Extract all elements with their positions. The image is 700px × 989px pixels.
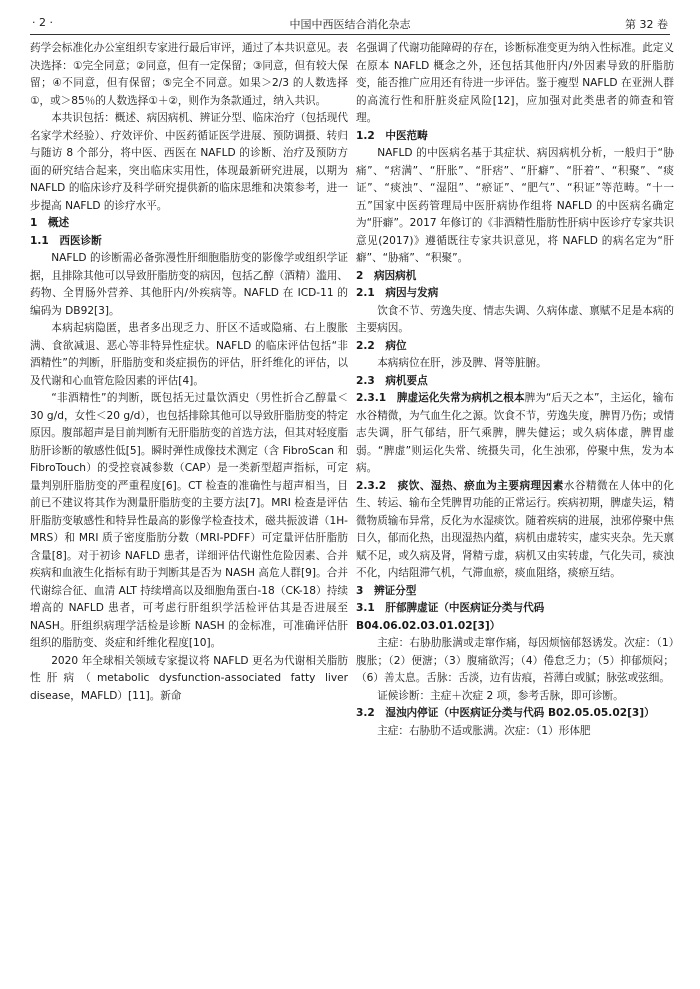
section-heading: 3 辨证分型 bbox=[356, 584, 417, 597]
page-header bbox=[30, 14, 670, 35]
paragraph-text: 脾为“后天之本”，主运化，输布水谷精微，为气血生化之源。饮食不节，劳逸失度，脾胃乃伤；或情志失调，肝气郁结，肝气乘脾，脾失健运；或久病体虚，脾胃虚弱。“脾虚”则运化失常、统摄失司，化生浊邪，停聚中焦，发为本病。 bbox=[356, 392, 674, 474]
section-heading: 2 病因病机 bbox=[356, 269, 417, 282]
paragraph: “非酒精性”的判断，既包括无过量饮酒史（男性折合乙醇量＜30 g/d，女性＜20 g/d），也包括排除其他可以导致肝脂肪变的特定原因。腹部超声是目前判断有无肝脂肪变的首选方法，但其对轻度脂肪肝诊断的敏感性低[5]。瞬时弹性成像技术测定（含 FibroScan 和 FibroTouch）的受控衰减参数（CAP）是一类新型超声指标，可定量判别肝脂肪变的严重程度[6]。CT 检查的准确性与超声相当，目前已不建议将其作为测量肝脂肪变的主要方法[7]。MRI 检查是评估肝脂肪变敏感性和特异性最高的影像学检查技术，磁共振波谱（1H-MRS）和 MRI 质子密度脂肪分数（MRI-PDFF）可定量评估肝脂肪含量[8]。对于初诊 NAFLD 患者，详细评估代谢性危险因素、合并疾病和血液生化指标有助于判断其是否为 NASH 高危人群[9]。合并代谢综合征、血清 ALT 持续增高以及细胞角蛋白-18（CK-18）持续增高的 NAFLD 患者，可考虑行肝组织学活检评估其是否进展至 NASH。肝组织病理学活检是诊断 NASH 的金标准，可准确评估肝组织的脂肪变、炎症和纤维化程度[10]。 bbox=[30, 392, 348, 649]
paragraph: 主症：右胁肋不适或胀满。次症：（1）形体肥 bbox=[377, 724, 591, 737]
subsection-heading: 3.2 湿浊内停证（中医病证分类与代码 B02.05.05.02[3]） bbox=[356, 707, 655, 719]
paragraph: NAFLD 的诊断需必备弥漫性肝细胞脂肪变的影像学或组织学证据，且排除其他可以导致肝脂肪变的病因，包括乙醇（酒精）滥用、药物、全胃肠外营养、其他肝内/外疾病等。NAFLD 在 ICD-11 的编码为 DB92[3]。 bbox=[30, 252, 348, 317]
journal-title: 中国中西医结合消化杂志 bbox=[289, 18, 411, 31]
right-column bbox=[356, 40, 674, 980]
paragraph: 证候诊断：主症＋次症 2 项，参考舌脉，即可诊断。 bbox=[377, 689, 624, 702]
paragraph: 主症：右胁肋胀满或走窜作痛，每因烦恼郁怒诱发。次症：（1）腹胀；（2）便溏；（3）腹痛欲泻；（4）倦怠乏力；（5）抑郁烦闷；（6）善太息。舌脉：舌淡，边有齿痕，苔薄白或腻；脉弦或弦细。 bbox=[356, 637, 674, 684]
paragraph: 药学会标准化办公室组织专家进行最后审评，通过了本共识意见。表决选择：①完全同意；②同意，但有一定保留；③同意，但有较大保留；④不同意，但有保留；⑤完全不同意。如果＞2/3 的人数选择①，或＞85％的人数选择①＋②，则作为条款通过，纳入共识。 bbox=[30, 42, 348, 107]
paragraph bbox=[356, 478, 674, 583]
paragraph: 本病病位在肝，涉及脾、肾等脏腑。 bbox=[377, 357, 547, 369]
subsection-heading: 1.2 中医范畴 bbox=[356, 129, 428, 142]
paragraph: 饮食不节、劳逸失度、情志失调、久病体虚、禀赋不足是本病的主要病因。 bbox=[356, 304, 674, 334]
subsection-heading: 1.1 西医诊断 bbox=[30, 234, 102, 247]
paragraph: 本病起病隐匿，患者多出现乏力、肝区不适或隐痛、右上腹胀满、食欲减退、恶心等非特异性症状。NAFLD 的临床评估包括“非酒精性”的判断，肝脂肪变和炎症损伤的评估，肝纤维化的评估，以及代谢和心血管危险因素的评估[4]。 bbox=[30, 322, 348, 387]
paragraph-text: 水谷精微在人体中的化生、转运、输布全凭脾胃功能的正常运行。疾病初期，脾虚失运，精微物质输布异常，反化为水湿痰饮。随着疾病的进展，浊邪停聚中焦日久，郁而化热，出现湿热内蕴，病机由虚转实，虚实夹杂。先天禀赋不足，或久病及肾，肾精亏虚，病机又由实转虚，气化失司，痰浊不化，内结阻滞气机，气滞血瘀，痰血阻络，痰瘀互结。 bbox=[356, 479, 674, 579]
subsection-heading: 2.1 病因与发病 bbox=[356, 287, 439, 299]
subsection-heading: 3.1 肝郁脾虚证（中医病证分类与代码 B04.06.02.03.01.02[3]） bbox=[356, 602, 545, 632]
subsection-heading: 2.3 病机要点 bbox=[356, 374, 428, 387]
volume-label: 第 32 卷 bbox=[625, 18, 668, 31]
paragraph: 名强调了代谢功能障碍的存在，诊断标准变更为纳入性标准。此定义在原本 NAFLD 概念之外，还包括其他肝内/外因素导致的肝脂肪变，能否推广应用还有待进一步评估。鉴于瘦型 NAFLD 在亚洲人群的高流行性和肝脏炎症风险[12]，应加强对此类患者的筛查和管理。 bbox=[356, 42, 674, 124]
subsection-heading: 2.2 病位 bbox=[356, 339, 407, 352]
section-heading: 1 概述 bbox=[30, 217, 70, 229]
paragraph: 本共识包括：概述、病因病机、辨证分型、临床治疗（包括现代名家学术经验）、疗效评价、中医药循证医学进展、预防调摄、转归与随访 8 个部分，将中医、西医在 NAFLD 的诊断、治疗及预防方面的研究结合起来，突出临床实用性，体现最新研究进展，以期为 NAFLD 的临床诊疗及科学研究提供新的临床思维和决策参考，进一步提高 NAFLD 的诊疗水平。 bbox=[30, 112, 348, 212]
left-column bbox=[30, 40, 348, 980]
paragraph: NAFLD 的中医病名基于其症状、病因病机分析，一般归于“胁痛”、“痞满”、“肝胀”、“肝痞”、“肝癖”、“肝着”、“积聚”、“痰证”、“痰浊”、“湿阻”、“瘀证”、“肥气”、“积证”等范畴。“十一五”国家中医药管理局中医肝病协作组将 NAFLD 的中医病名确定为“肝癖”。2017 年修订的《非酒精性脂肪性肝病中医诊疗专家共识意见(2017)》遵循既往专家共识意见，将 NAFLD 的病名定为“肝癖”、“胁痛”、“积聚”。 bbox=[356, 147, 674, 264]
inline-heading: 2.3.1 脾虚运化失常为病机之根本 bbox=[356, 392, 525, 404]
paragraph bbox=[356, 390, 674, 478]
paragraph: 2020 年全球相关领域专家提议将 NAFLD 更名为代谢相关脂肪性肝病（metabolic dysfunction-associated fatty liver disease，MAFLD）[11]。新命 bbox=[30, 654, 348, 702]
page-number: · 2 · bbox=[32, 16, 53, 29]
inline-heading: 2.3.2 痰饮、湿热、瘀血为主要病理因素 bbox=[356, 479, 564, 492]
